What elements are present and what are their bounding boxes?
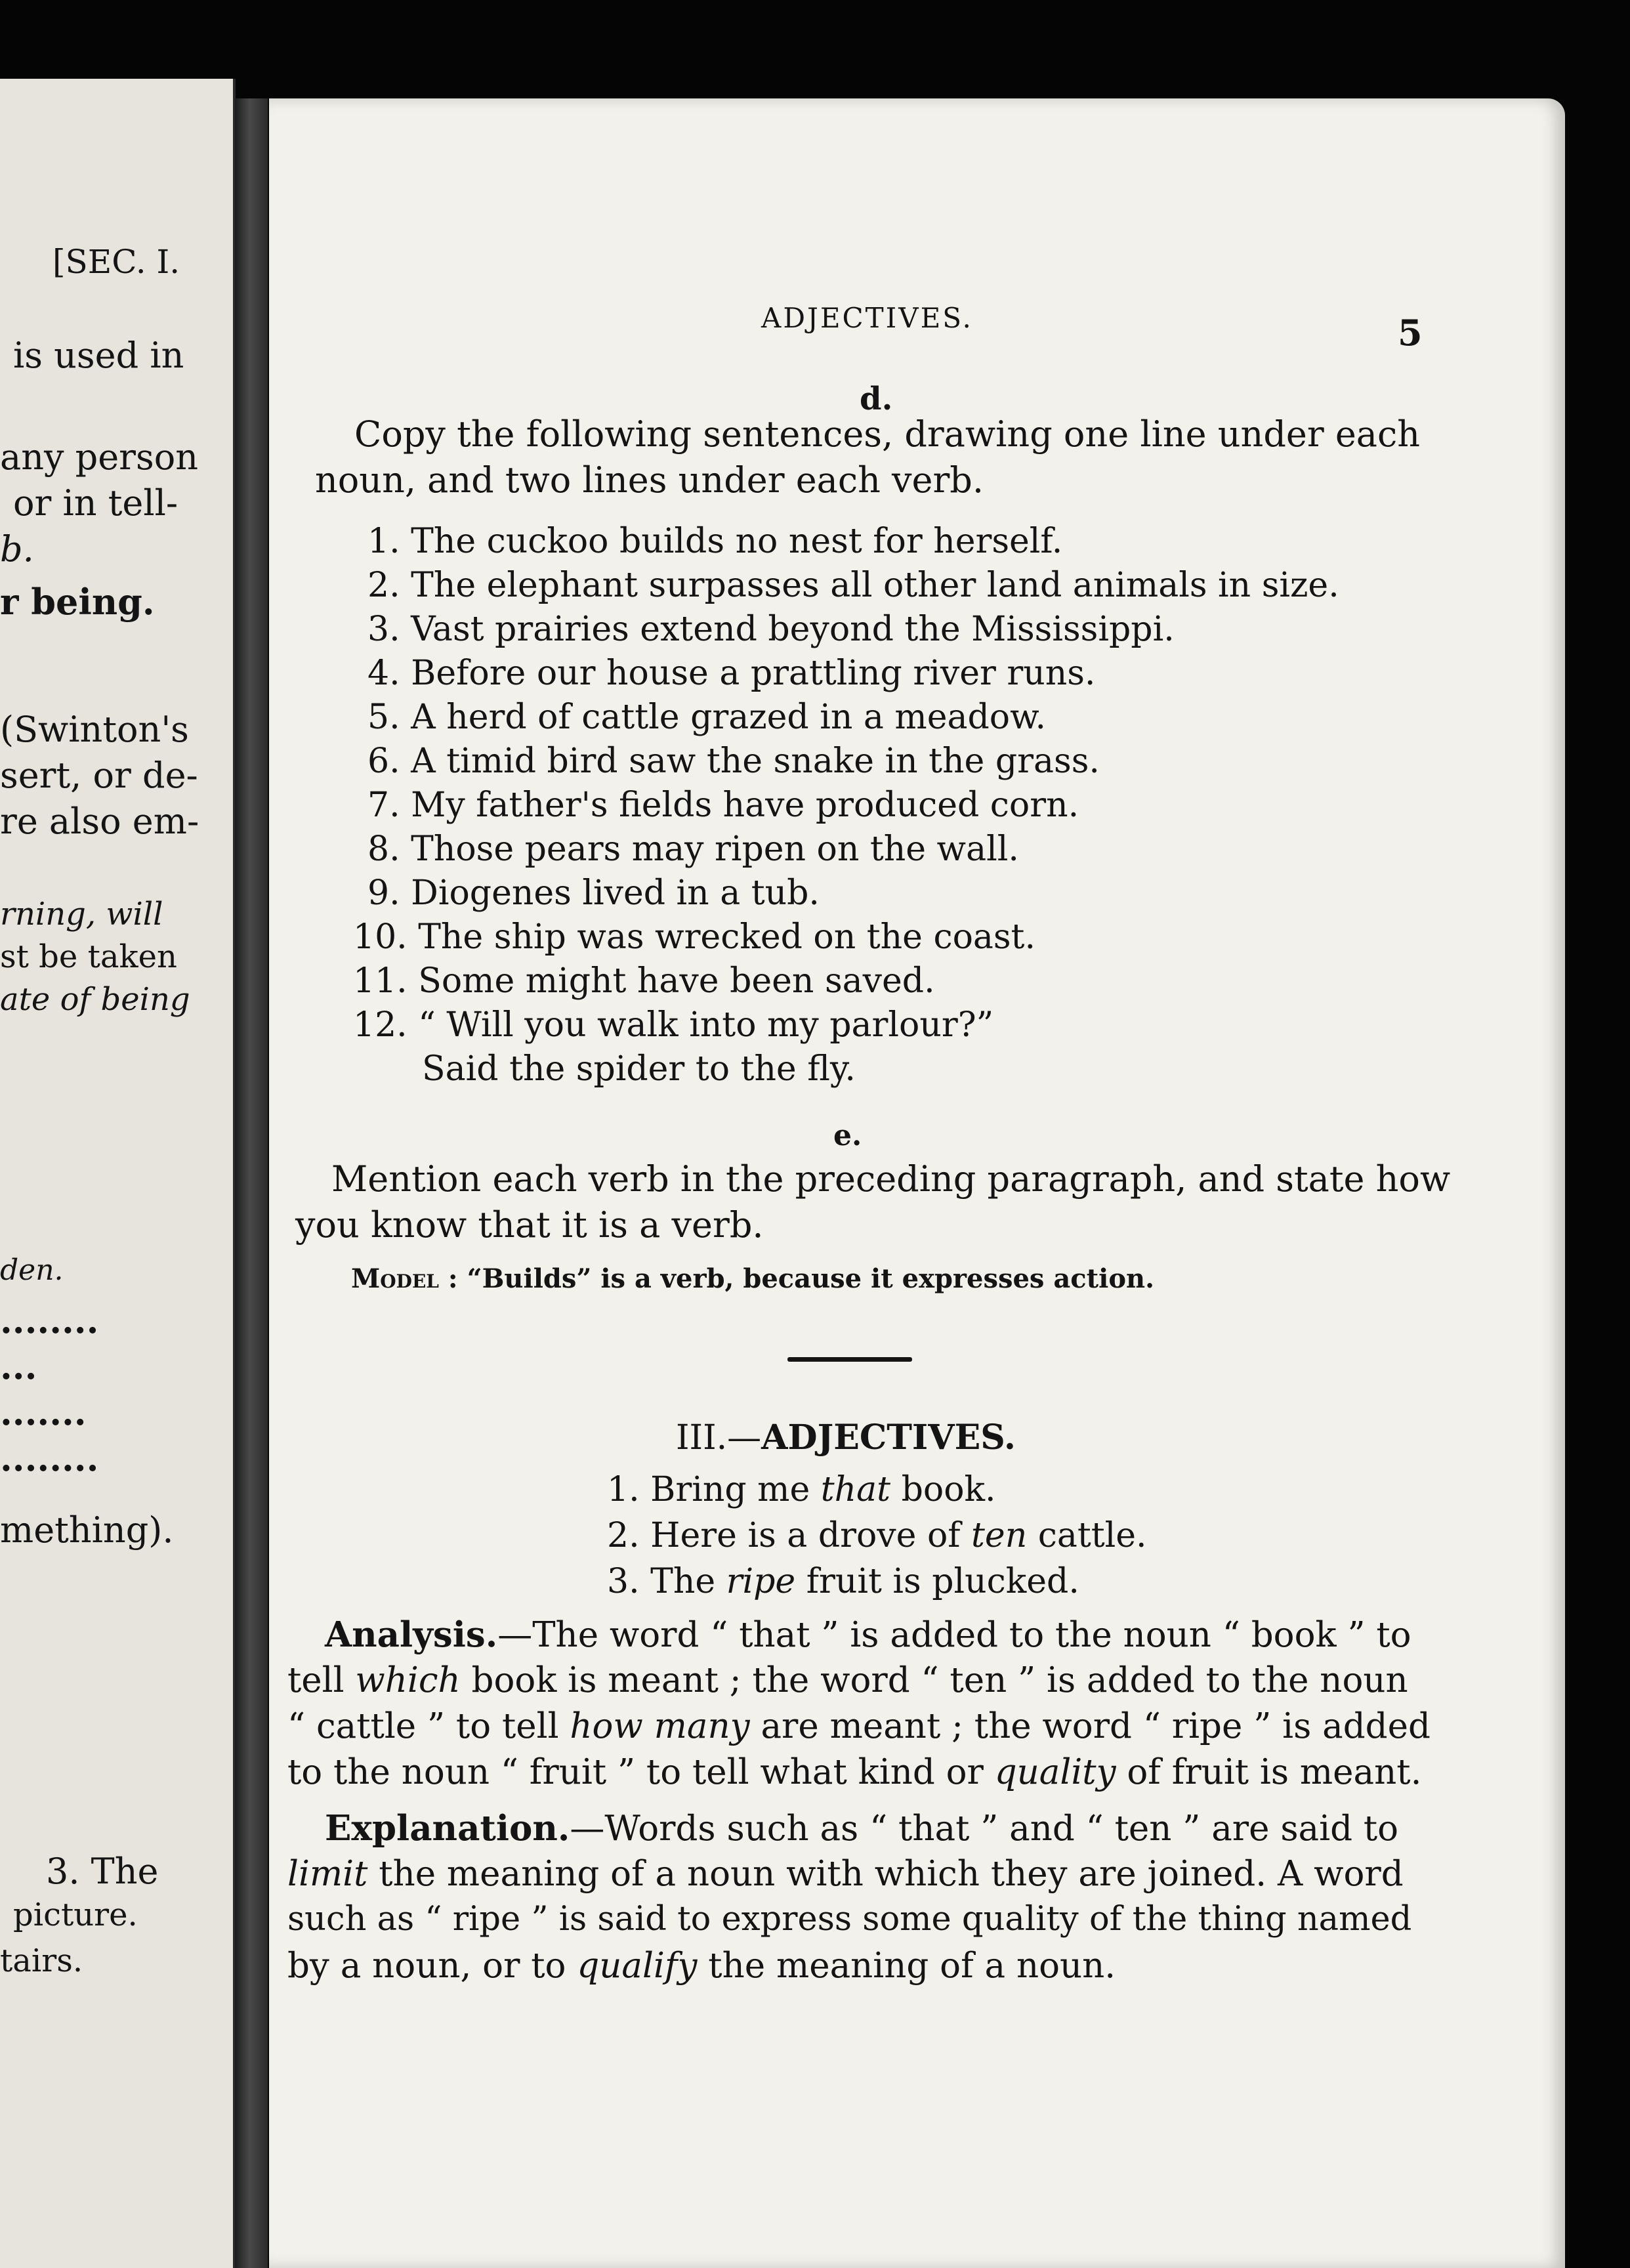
item-number: 2. <box>367 566 400 605</box>
item-text: A timid bird saw the snake in the grass. <box>411 742 1100 781</box>
example-text: book. <box>890 1470 996 1509</box>
item-number: 9. <box>367 873 400 913</box>
left-line: b. <box>0 528 34 570</box>
list-item <box>367 830 1019 869</box>
left-line: ate of being <box>0 981 190 1018</box>
example-emphasis: that <box>820 1470 891 1509</box>
paragraph-line <box>325 1808 1398 1849</box>
left-line: (Swinton's <box>0 709 189 750</box>
item-text: Some might have been saved. <box>418 961 935 1001</box>
item-text: Before our house a prattling river runs. <box>411 654 1096 693</box>
item-number: 3. <box>367 610 400 649</box>
example-text: fruit is plucked. <box>795 1562 1079 1601</box>
instruction-line: noun, and two lines under each verb. <box>315 459 984 501</box>
left-line: any person <box>0 436 198 478</box>
explanation-emphasis: qualify <box>577 1946 698 1986</box>
list-item <box>367 610 1175 649</box>
example-number: 1. <box>607 1470 640 1509</box>
list-item <box>367 873 820 913</box>
example-text: The <box>650 1562 726 1601</box>
example-line <box>607 1562 1079 1601</box>
item-number: 11. <box>353 961 408 1001</box>
paragraph-line <box>325 1614 1411 1655</box>
left-page-fragment <box>0 79 236 2268</box>
instruction-line: Mention each verb in the preceding paragraph, and state how <box>331 1158 1451 1200</box>
item-text: Those pears may ripen on the wall. <box>411 830 1019 869</box>
item-number: 10. <box>353 917 408 957</box>
list-item <box>367 742 1100 781</box>
left-line: sert, or de- <box>0 755 198 796</box>
analysis-text: are meant ; the word “ ripe ” is added <box>749 1706 1431 1746</box>
paragraph-line: such as “ ripe ” is said to express some quality of the thing named <box>287 1900 1412 1939</box>
item-number: 12. <box>353 1005 408 1045</box>
list-item-continuation: Said the spider to the fly. <box>422 1049 856 1089</box>
book-spine-shadow <box>235 98 268 2268</box>
example-emphasis: ripe <box>726 1562 796 1601</box>
analysis-emphasis: quality <box>994 1752 1116 1792</box>
item-text: Diogenes lived in a tub. <box>411 873 820 913</box>
example-line <box>607 1516 1147 1555</box>
item-number: 4. <box>367 654 400 693</box>
left-line: den. <box>0 1253 64 1287</box>
left-line: rning, will <box>0 896 163 933</box>
list-item <box>367 786 1079 825</box>
item-text: The ship was wrecked on the coast. <box>418 917 1035 957</box>
section-letter-d: d. <box>860 381 893 417</box>
analysis-emphasis: how many <box>570 1706 750 1746</box>
item-number: 5. <box>367 698 400 737</box>
model-label: Model : <box>351 1263 458 1294</box>
explanation-text: the meaning of a noun. <box>697 1946 1116 1986</box>
example-text: cattle. <box>1027 1516 1147 1555</box>
list-item <box>353 917 1035 957</box>
left-line: 3. The <box>46 1851 159 1892</box>
left-line: ........ <box>0 1299 99 1341</box>
example-line <box>607 1470 996 1509</box>
list-item <box>367 566 1339 605</box>
left-line: mething). <box>0 1509 174 1551</box>
heading-title: ADJECTIVES. <box>761 1418 1016 1458</box>
left-line: is used in <box>13 335 184 376</box>
left-line: tairs. <box>0 1942 83 1979</box>
paragraph-line <box>287 1660 1408 1700</box>
list-item <box>353 961 935 1001</box>
left-line: st be taken <box>0 938 177 975</box>
running-head: ADJECTIVES. <box>761 302 973 334</box>
analysis-text: tell <box>287 1660 356 1700</box>
left-line: r being. <box>0 581 155 623</box>
paragraph-line <box>287 1854 1404 1894</box>
section-divider <box>787 1357 912 1362</box>
explanation-emphasis: limit <box>287 1854 368 1894</box>
section-heading <box>676 1418 1016 1458</box>
analysis-emphasis: which <box>355 1660 461 1700</box>
page-number: 5 <box>1398 312 1423 354</box>
explanation-label: Explanation. <box>325 1808 570 1849</box>
explanation-text: —Words such as “ that ” and “ ten ” are said to <box>570 1809 1399 1849</box>
left-line: ....... <box>0 1391 87 1433</box>
item-number: 6. <box>367 742 400 781</box>
heading-numeral: III.— <box>676 1418 762 1458</box>
paragraph-line <box>287 1752 1421 1792</box>
paragraph-line <box>287 1706 1431 1746</box>
left-line: or in tell- <box>13 482 178 524</box>
model-text: “Builds” is a verb, because it expresses action. <box>467 1263 1155 1294</box>
list-item <box>353 1005 993 1045</box>
analysis-text: —The word “ that ” is added to the noun “ book ” to <box>497 1615 1411 1655</box>
right-page <box>269 98 1565 2268</box>
list-item <box>367 654 1095 693</box>
paragraph-line <box>287 1946 1116 1986</box>
list-item <box>367 522 1062 561</box>
item-text: The elephant surpasses all other land animals in size. <box>411 566 1339 605</box>
left-line: picture. <box>13 1897 138 1933</box>
item-number: 1. <box>367 522 400 561</box>
analysis-text: of fruit is meant. <box>1116 1752 1422 1792</box>
left-line: re also em- <box>0 801 199 842</box>
item-text: The cuckoo builds no nest for herself. <box>411 522 1063 561</box>
item-text: A herd of cattle grazed in a meadow. <box>411 698 1046 737</box>
explanation-text: the meaning of a noun with which they are joined. A word <box>367 1854 1404 1894</box>
left-running-head: [SEC. I. <box>52 243 180 281</box>
example-number: 3. <box>607 1562 640 1601</box>
instruction-line: Copy the following sentences, drawing one line under each <box>354 413 1421 455</box>
model-answer <box>351 1263 1154 1294</box>
analysis-text: to the noun “ fruit ” to tell what kind or <box>287 1752 995 1792</box>
left-line: ........ <box>0 1437 99 1479</box>
example-number: 2. <box>607 1516 640 1555</box>
list-item <box>367 698 1046 737</box>
item-number: 7. <box>367 786 400 825</box>
item-text: “ Will you walk into my parlour?” <box>418 1005 994 1045</box>
item-number: 8. <box>367 830 400 869</box>
left-line: ... <box>0 1345 37 1387</box>
analysis-text: book is meant ; the word “ ten ” is added to the noun <box>460 1660 1408 1700</box>
section-letter-e: e. <box>833 1119 862 1152</box>
item-text: My father's fields have produced corn. <box>411 786 1079 825</box>
item-text: Vast prairies extend beyond the Mississippi. <box>411 610 1175 649</box>
analysis-label: Analysis. <box>325 1614 498 1655</box>
explanation-text: by a noun, or to <box>287 1946 577 1986</box>
example-emphasis: ten <box>971 1516 1028 1555</box>
example-text: Bring me <box>650 1470 821 1509</box>
analysis-text: “ cattle ” to tell <box>287 1706 570 1746</box>
instruction-line: you know that it is a verb. <box>295 1204 764 1246</box>
example-text: Here is a drove of <box>650 1516 972 1555</box>
